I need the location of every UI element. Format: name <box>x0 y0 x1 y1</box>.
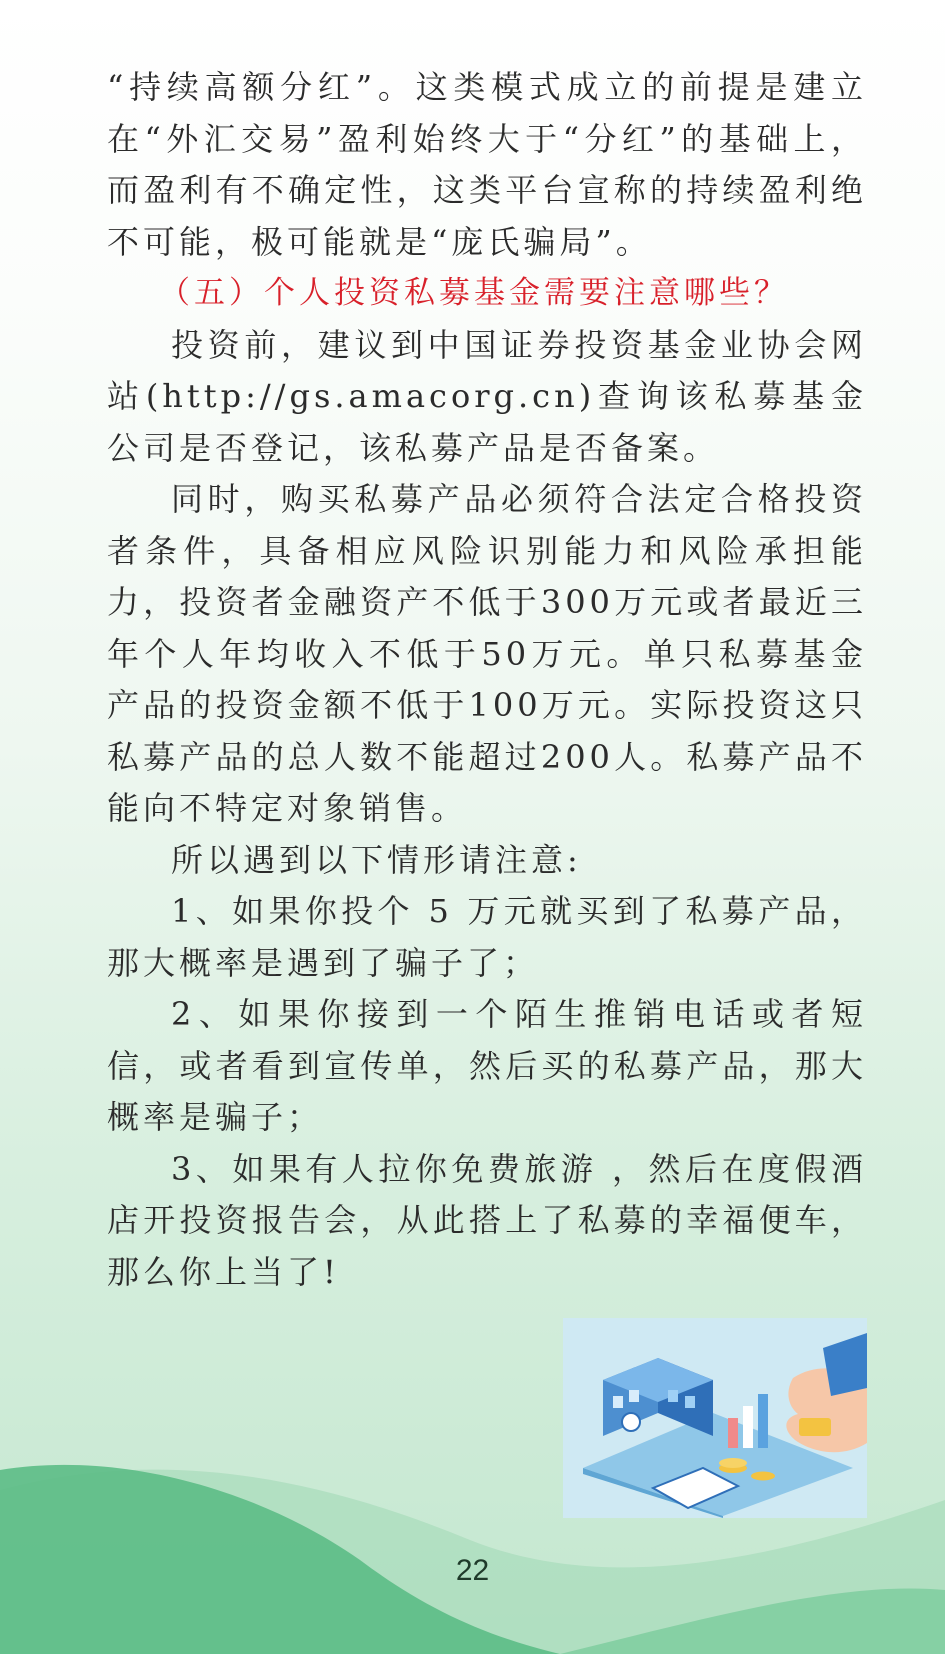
body-text <box>107 62 867 1298</box>
list-item-2: 2、如果你接到一个陌生推销电话或者短信，或者看到宣传单，然后买的私募产品，那大概率是骗子； <box>107 995 867 1136</box>
page-number: 22 <box>455 1554 490 1587</box>
section-heading: （五）个人投资私募基金需要注意哪些？ <box>159 275 789 311</box>
list-item-1: 1、如果你投个 5 万元就买到了私募产品，那大概率是遇到了骗子了； <box>107 892 867 982</box>
paragraph-ponzi: “持续高额分红”。这类模式成立的前提是建立在“外汇交易”盈利始终大于“分红”的基础上，而盈利有不确定性，这类平台宣称的持续盈利绝不可能，极可能就是“庞氏骗局”。 <box>107 68 867 261</box>
decorative-waves <box>0 1430 945 1654</box>
paragraph-warning-intro: 所以遇到以下情形请注意: <box>171 840 582 879</box>
list-item-3: 3、如果有人拉你免费旅游 ，然后在度假酒店开投资报告会，从此搭上了私募的幸福便车，那么你上当了! <box>107 1149 867 1291</box>
paragraph-qualified-investor: 同时，购买私募产品必须符合法定合格投资者条件，具备相应风险识别能力和风险承担能力，投资者金融资产不低于300万元或者最近三年个人年均收入不低于50万元。单只私募基金产品的投资金额不低于100万元。实际投资这只私募产品的总人数不能超过200人。私募产品不能向不特定对象销售。 <box>107 480 867 827</box>
paragraph-before-investing: 投资前，建议到中国证券投资基金业协会网站(http://gs.amacorg.cn)查询该私募基金公司是否登记，该私募产品是否备案。 <box>107 325 867 467</box>
